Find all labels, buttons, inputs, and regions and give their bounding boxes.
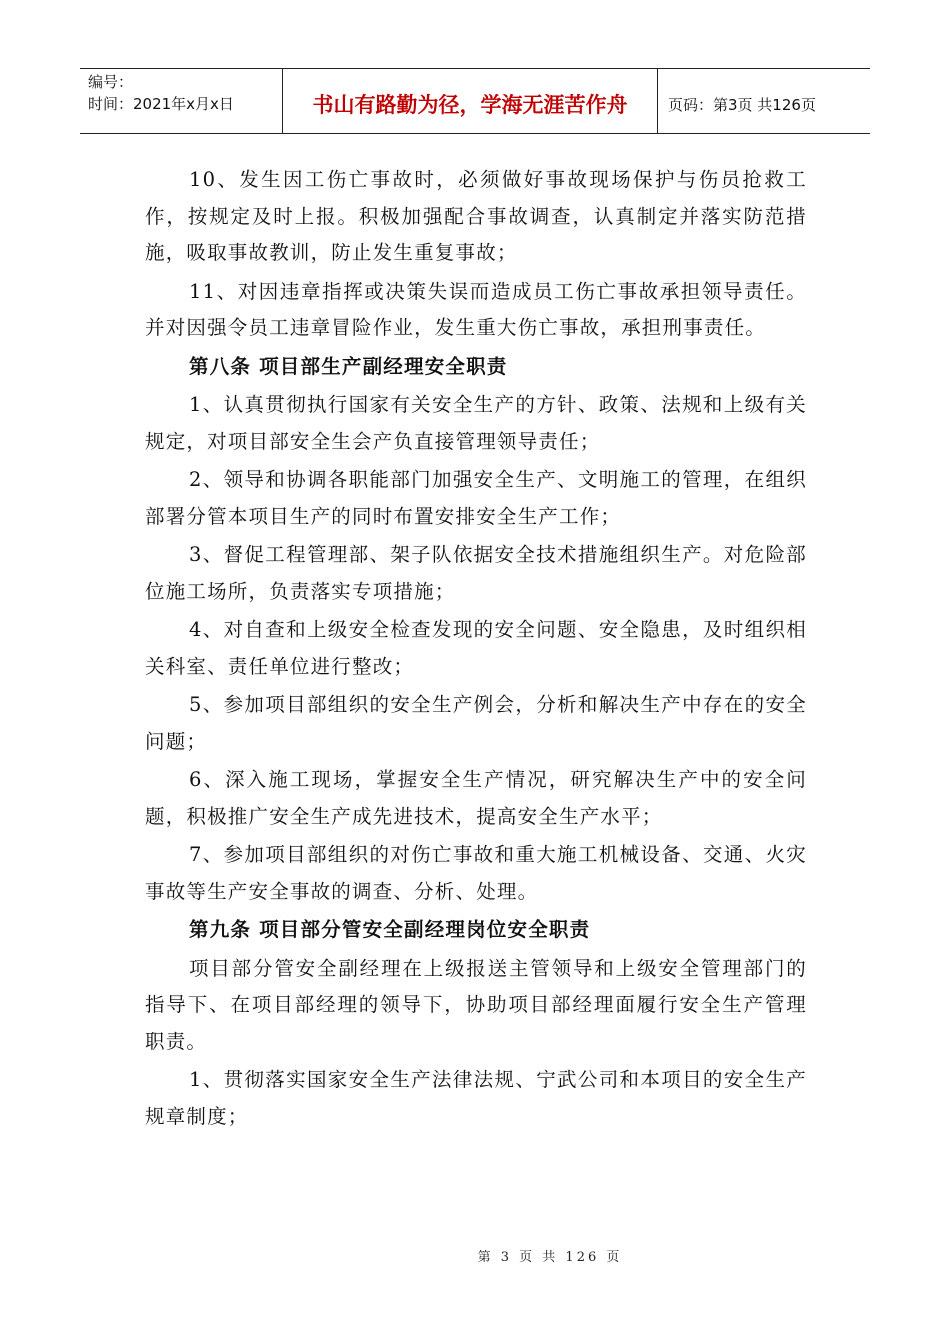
header-motto: 书山有路勤为径，学海无涯苦作舟 (283, 69, 658, 133)
article-8-item-1: 1、认真贯彻执行国家有关安全生产的方针、政策、法规和上级有关规定，对项目部安全生会产负直接管理领导责任； (145, 393, 807, 453)
article-8-item-7: 7、参加项目部组织的对伤亡事故和重大施工机械设备、交通、火灾事故等生产安全事故的调查、分析、处理。 (145, 843, 807, 903)
article-8-item-4: 4、对自查和上级安全检查发现的安全问题、安全隐患，及时组织相关科室、责任单位进行整改； (145, 618, 807, 678)
article-9-intro: 项目部分管安全副经理在上级报送主管领导和上级安全管理部门的指导下、在项目部经理的领导下，协助项目部经理面履行安全生产管理职责。 (145, 956, 807, 1053)
article-8-item-2: 2、领导和协调各职能部门加强安全生产、文明施工的管理，在组织部署分管本项目生产的同时布置安排安全生产工作； (145, 468, 807, 528)
article-8-item-6: 6、深入施工现场，掌握安全生产情况，研究解决生产中的安全问题，积极推广安全生产成先进技术，提高安全生产水平； (145, 768, 807, 828)
article-8-item-3: 3、督促工程管理部、架子队依据安全技术措施组织生产。对危险部位施工场所，负责落实专项措施； (145, 543, 807, 603)
section-heading-article-9: 第九条 项目部分管安全副经理岗位安全职责 (189, 918, 591, 941)
article-9-item-1: 1、贯彻落实国家安全生产法律法规、宁武公司和本项目的安全生产规章制度； (145, 1068, 807, 1128)
document-time-label: 时间：2021年x月x日 (88, 95, 234, 113)
page-footer: 第 3 页 共 126 页 (477, 1250, 623, 1265)
paragraph-10: 10、发生因工伤亡事故时，必须做好事故现场保护与伤员抢救工作，按规定及时上报。积极加强配合事故调查，认真制定并落实防范措施，吸取事故教训，防止发生重复事故； (145, 168, 807, 264)
document-number-label: 编号： (88, 73, 134, 91)
document-body (145, 162, 807, 1137)
header-page-info: 页码：第3页 共126页 (668, 95, 816, 114)
article-8-item-5: 5、参加项目部组织的安全生产例会，分析和解决生产中存在的安全问题； (145, 693, 807, 753)
paragraph-11: 11、对因违章指挥或决策失误而造成员工伤亡事故承担领导责任。并对因强令员工违章冒险作业，发生重大伤亡事故，承担刑事责任。 (145, 279, 807, 339)
header-meta-cell (80, 69, 283, 133)
section-heading-article-8: 第八条 项目部生产副经理安全职责 (189, 354, 508, 378)
page-header (80, 68, 870, 134)
